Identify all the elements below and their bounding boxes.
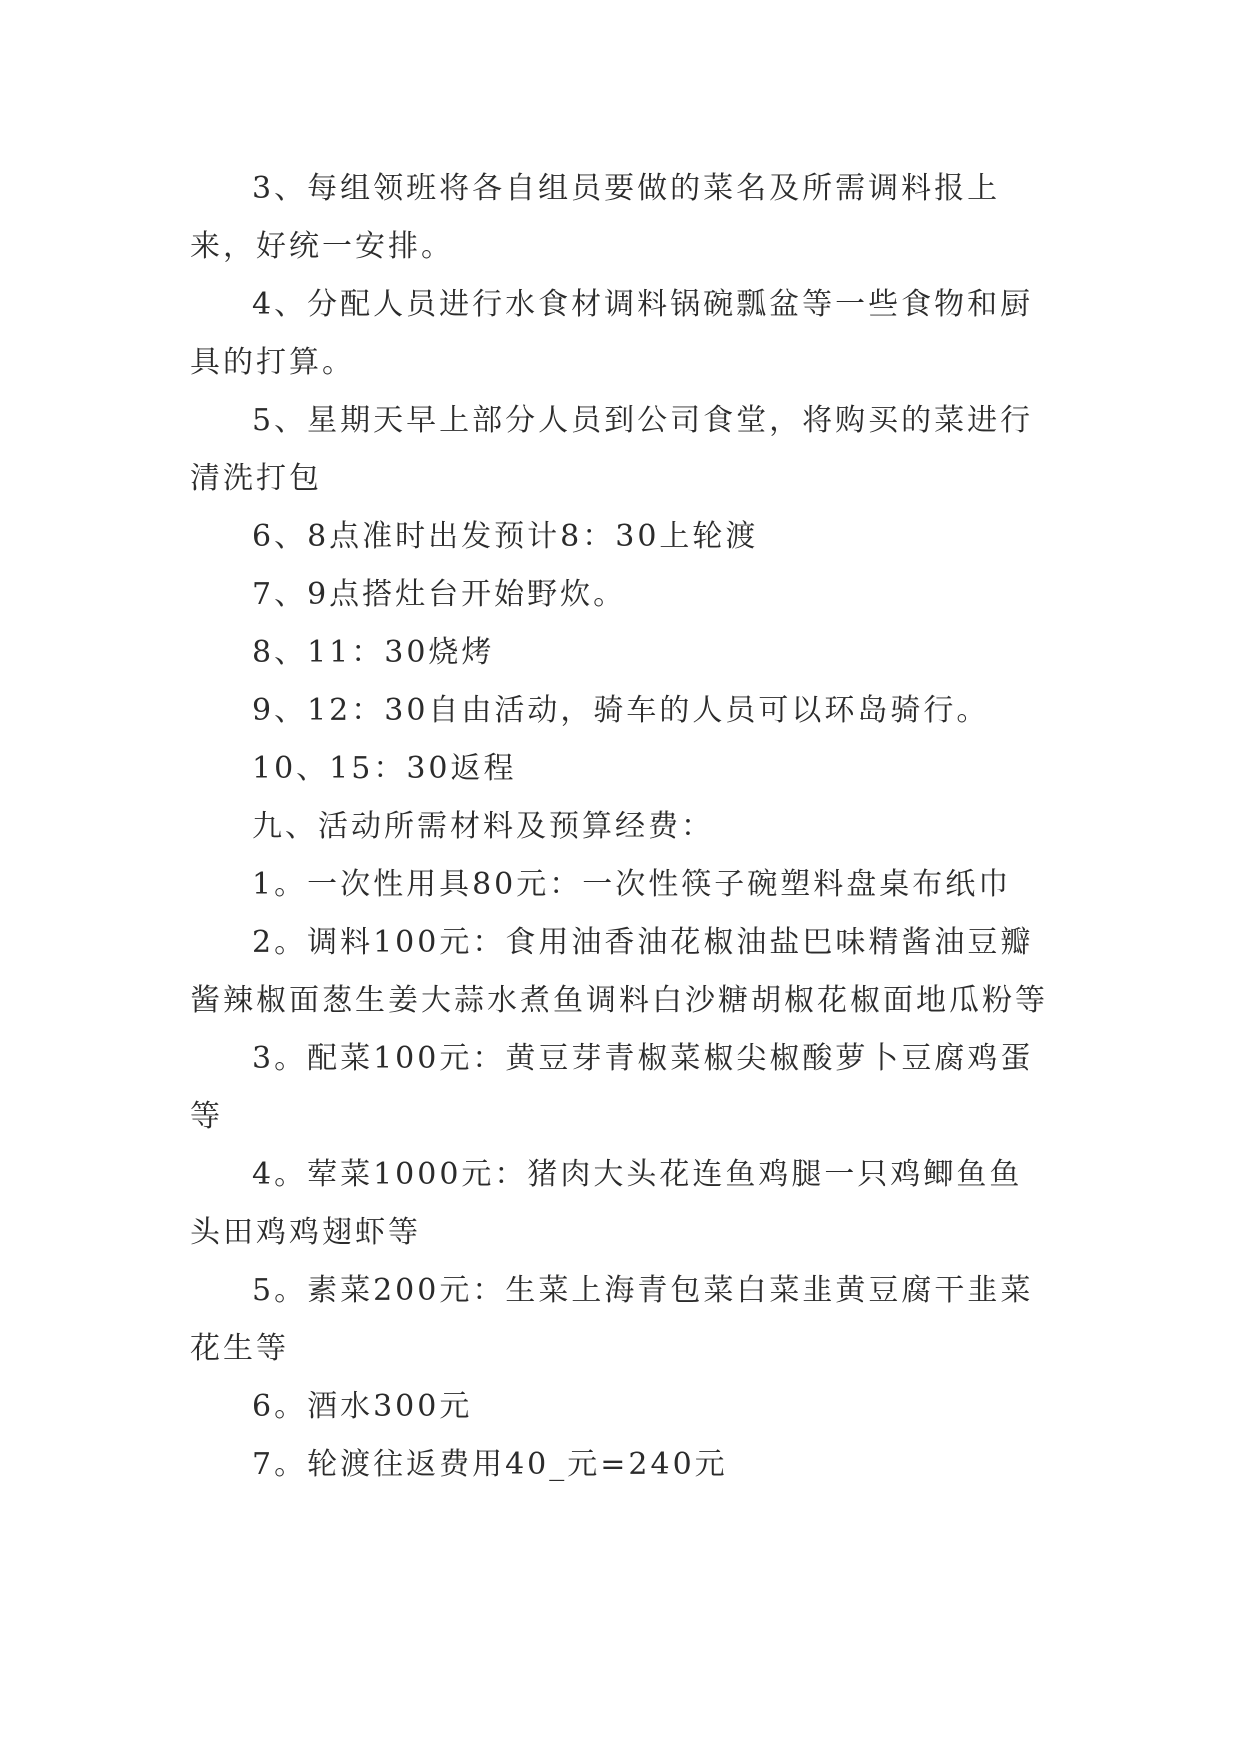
- document-body: [190, 160, 1050, 1494]
- budget-item-vegetables: 5。素菜200元：生菜上海青包菜白菜韭黄豆腐干韭菜花生等: [190, 1273, 1034, 1366]
- paragraph-step-6: 6、8点准时出发预计8：30上轮渡: [252, 519, 759, 554]
- paragraph-step-7: 7、9点搭灶台开始野炊。: [252, 577, 627, 612]
- budget-item-disposables: 1。一次性用具80元：一次性筷子碗塑料盘桌布纸巾: [252, 867, 1012, 902]
- budget-item-ferry: 7。轮渡往返费用40_元=240元: [252, 1447, 728, 1482]
- paragraph-step-4: 4、分配人员进行水食材调料锅碗瓢盆等一些食物和厨具的打算。: [190, 287, 1034, 380]
- budget-item-side-dishes: 3。配菜100元：黄豆芽青椒菜椒尖椒酸萝卜豆腐鸡蛋等: [190, 1041, 1034, 1134]
- budget-item-drinks: 6。酒水300元: [252, 1389, 473, 1424]
- paragraph-step-9: 9、12：30自由活动，骑车的人员可以环岛骑行。: [252, 693, 990, 728]
- budget-item-seasoning: 2。调料100元：食用油香油花椒油盐巴味精酱油豆瓣酱辣椒面葱生姜大蒜水煮鱼调料白沙糖胡椒花椒面地瓜粉等: [190, 925, 1048, 1018]
- paragraph-step-8: 8、11：30烧烤: [252, 635, 495, 670]
- paragraph-step-5: 5、星期天早上部分人员到公司食堂，将购买的菜进行清洗打包: [190, 403, 1034, 496]
- paragraph-step-3: 3、每组领班将各自组员要做的菜名及所需调料报上来，好统一安排。: [190, 171, 1001, 264]
- paragraph-step-10: 10、15：30返程: [252, 751, 517, 786]
- section-heading-materials-budget: 九、活动所需材料及预算经费：: [252, 809, 714, 844]
- budget-item-meat: 4。荤菜1000元：猪肉大头花连鱼鸡腿一只鸡鲫鱼鱼头田鸡鸡翅虾等: [190, 1157, 1023, 1250]
